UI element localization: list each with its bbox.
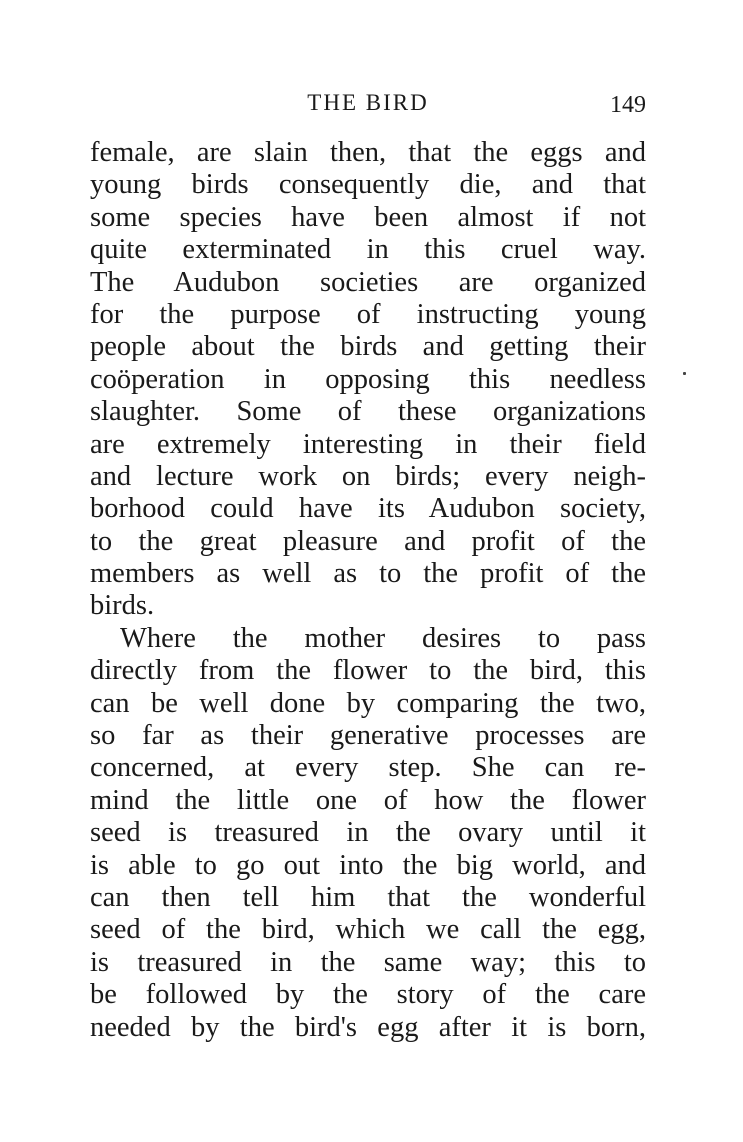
body-text	[90, 137, 646, 1044]
ink-speck	[683, 372, 686, 375]
text-line: coöperation in opposing this needless	[90, 363, 646, 395]
text-line: is able to go out into the big world, and	[90, 849, 646, 881]
text-line: slaughter. Some of these organizations	[90, 396, 646, 428]
paragraph-start-line: Where the mother desires to pass	[120, 622, 646, 654]
page-number: 149	[610, 92, 646, 118]
text-line: is treasured in the same way; this to	[90, 946, 646, 978]
text-line: and lecture work on birds; every neigh-	[90, 460, 646, 492]
text-line: some species have been almost if not	[90, 201, 646, 233]
text-line: seed is treasured in the ovary until it	[90, 817, 646, 849]
text-line: young birds consequently die, and that	[90, 169, 646, 201]
text-line: can then tell him that the wonderful	[90, 881, 646, 913]
text-line: seed of the bird, which we call the egg,	[90, 914, 646, 946]
text-line: concerned, at every step. She can re-	[90, 752, 646, 784]
text-line: to the great pleasure and profit of the	[90, 525, 646, 557]
text-line: mind the little one of how the flower	[90, 784, 646, 816]
text-line: for the purpose of instructing young	[90, 298, 646, 330]
text-line: female, are slain then, that the eggs and	[90, 137, 646, 168]
text-line: members as well as to the profit of the	[90, 558, 646, 590]
text-line: borhood could have its Audubon society,	[90, 493, 646, 525]
paragraph-end-line: birds.	[90, 590, 155, 622]
text-line: are extremely interesting in their field	[90, 428, 646, 460]
running-head	[90, 88, 646, 124]
text-line: so far as their generative processes are	[90, 720, 646, 752]
text-line: be followed by the story of the care	[90, 979, 646, 1011]
text-line: directly from the flower to the bird, this	[90, 655, 646, 687]
text-line: can be well done by comparing the two,	[90, 687, 646, 719]
running-title: THE BIRD	[307, 90, 429, 115]
text-line: The Audubon societies are organized	[90, 266, 646, 298]
text-line: needed by the bird's egg after it is born,	[90, 1011, 646, 1043]
text-line: people about the birds and getting their	[90, 331, 646, 363]
text-line: quite exterminated in this cruel way.	[90, 234, 646, 266]
